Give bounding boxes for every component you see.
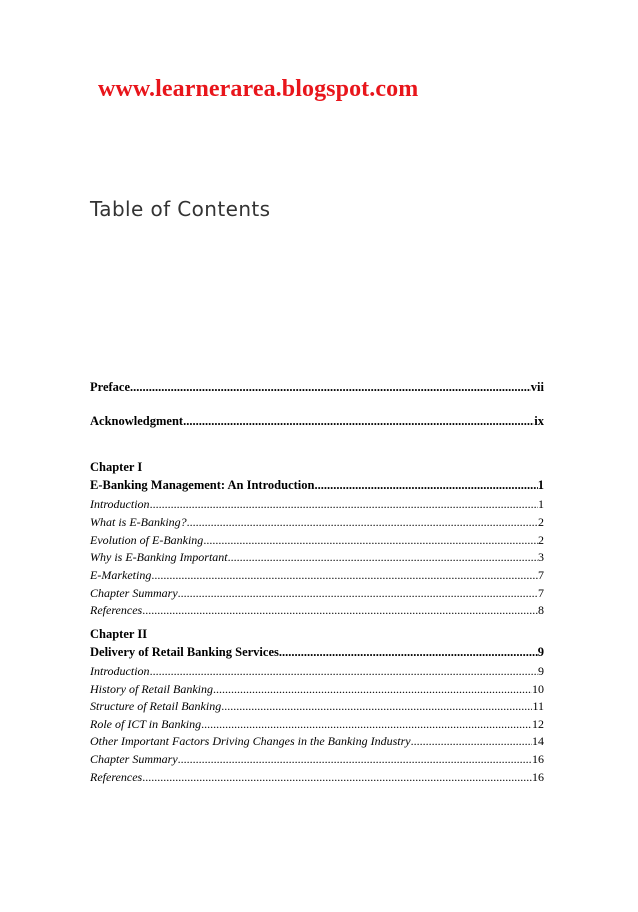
dot-leader (314, 478, 537, 493)
toc-entry-title: Preface (90, 380, 131, 394)
toc-chapter-title[interactable] (90, 478, 544, 493)
toc-entry-page: ix (534, 414, 544, 428)
toc-entry-title: E-Banking Management: An Introduction (90, 478, 315, 492)
toc-section[interactable] (90, 734, 544, 749)
dot-leader (187, 515, 538, 530)
toc-section-title: Why is E-Banking Important (90, 550, 228, 564)
toc-section[interactable] (90, 550, 544, 565)
toc-section-page: 1 (538, 497, 544, 511)
chapter-label: Chapter I (90, 460, 143, 474)
dot-leader (411, 734, 532, 749)
toc-section[interactable] (90, 515, 544, 530)
toc-section-page: 8 (538, 603, 544, 617)
toc-section-title: Chapter Summary (90, 586, 178, 600)
toc-section[interactable] (90, 664, 544, 679)
toc-section-title: Introduction (90, 664, 150, 678)
dot-leader (201, 717, 532, 732)
toc-section[interactable] (90, 682, 544, 697)
toc-section[interactable] (90, 770, 544, 785)
chapter-label: Chapter II (90, 627, 148, 641)
dot-leader (213, 682, 532, 697)
toc-section-page: 7 (538, 568, 544, 582)
toc-section-page: 10 (532, 682, 544, 696)
toc-section[interactable] (90, 568, 544, 583)
toc-entry-page: 1 (537, 478, 544, 492)
toc-entry-title: Delivery of Retail Banking Services (90, 645, 279, 659)
toc-section-page: 7 (538, 586, 544, 600)
toc-section[interactable] (90, 603, 544, 618)
dot-leader (151, 568, 538, 583)
dot-leader (183, 414, 534, 429)
toc-entry-page: 9 (537, 645, 544, 659)
toc-section-page: 16 (532, 752, 544, 766)
site-url[interactable]: www.learnerarea.blogspot.com (98, 76, 419, 102)
toc-entry-page: vii (530, 380, 544, 394)
dot-leader (142, 603, 538, 618)
dot-leader (142, 770, 532, 785)
toc-section-page: 2 (538, 515, 544, 529)
toc-section-page: 3 (538, 550, 544, 564)
toc-section[interactable] (90, 699, 544, 714)
toc-section-title: Role of ICT in Banking (90, 717, 202, 731)
dot-leader (130, 380, 531, 395)
dot-leader (279, 645, 538, 660)
dot-leader (178, 752, 532, 767)
toc-entry-acknowledgment[interactable] (90, 414, 544, 429)
toc-section[interactable] (90, 586, 544, 601)
toc-section[interactable] (90, 717, 544, 732)
dot-leader (178, 586, 538, 601)
toc-section-title: History of Retail Banking (90, 682, 213, 696)
toc-entry-title: Acknowledgment (90, 414, 184, 428)
toc-section-title: Introduction (90, 497, 150, 511)
toc-section-page: 14 (532, 734, 544, 748)
dot-leader (150, 664, 538, 679)
toc-heading: Table of Contents (90, 197, 271, 221)
toc-chapter-title[interactable] (90, 645, 544, 660)
toc-section-title: Chapter Summary (90, 752, 178, 766)
toc-section-page: 12 (532, 717, 544, 731)
toc-section-page: 16 (532, 770, 544, 784)
toc-section-title: References (90, 770, 143, 784)
toc-section-title: Structure of Retail Banking (90, 699, 222, 713)
dot-leader (221, 699, 532, 714)
toc-section[interactable] (90, 533, 544, 548)
toc-section-title: Other Important Factors Driving Changes in the Banking Industry (90, 734, 411, 748)
dot-leader (150, 497, 538, 512)
toc-entry-preface[interactable] (90, 380, 544, 395)
toc-section-page: 2 (538, 533, 544, 547)
toc-section[interactable] (90, 752, 544, 767)
toc-section-title: E-Marketing (90, 568, 152, 582)
dot-leader (228, 550, 538, 565)
dot-leader (203, 533, 538, 548)
toc-section-title: References (90, 603, 143, 617)
toc-section-title: Evolution of E-Banking (90, 533, 204, 547)
toc-section-title: What is E-Banking? (90, 515, 187, 529)
toc-section[interactable] (90, 497, 544, 512)
toc-section-page: 9 (538, 664, 544, 678)
toc-section-page: 11 (532, 699, 544, 713)
